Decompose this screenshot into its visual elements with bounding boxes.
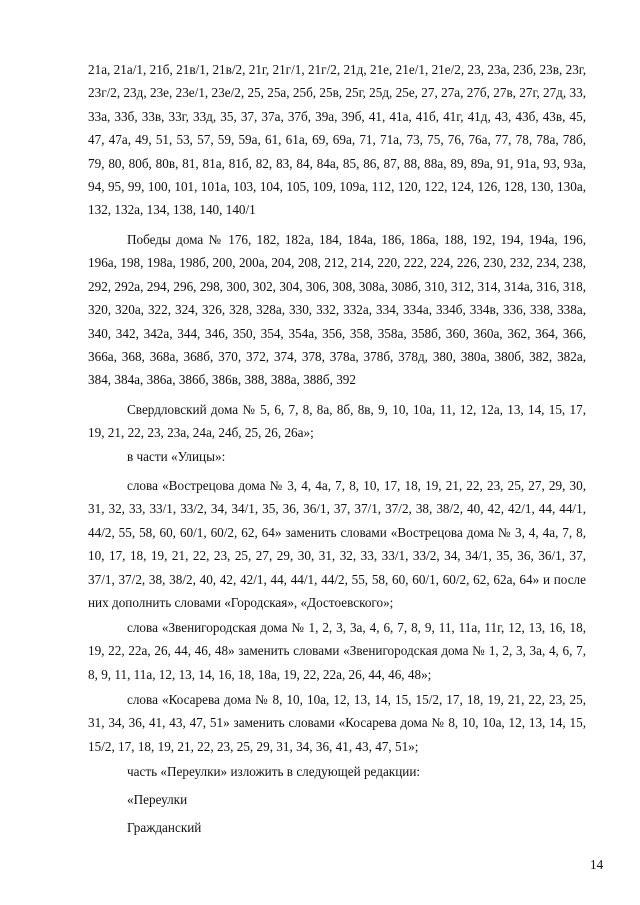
- paragraph-sverdlovsky: Свердловский дома № 5, 6, 7, 8, 8а, 8б, 8в, 9, 10, 10а, 11, 12, 12а, 13, 14, 15, 17, 19, 21, 22, 23, 23а, 24а, 24б, 25, 26, 26а»;: [88, 402, 586, 441]
- paragraph-grazhdansky: Гражданский: [127, 820, 202, 835]
- paragraph-zvenigorodskaya: слова «Звенигородская дома № 1, 2, 3, 3а, 4, 6, 7, 8, 9, 11, 11а, 11г, 12, 13, 16, 18, 19, 22, 22а, 26, 44, 46, 48» заменить словами «Звенигородская дома № 1, 2, 3, 3а, 4, 6, 7, 8, 9, 11, 11а, 12, 13, 14, 16, 18, 18а, 19, 22, 22а, 26, 44, 46, 48»;: [88, 620, 586, 682]
- paragraph-vostretsova: слова «Вострецова дома № 3, 4, 4а, 7, 8, 10, 17, 18, 19, 21, 22, 23, 25, 27, 29, 30, 31, 32, 33, 33/1, 33/2, 34, 34/1, 35, 36, 36/1, 37, 37/1, 37/2, 38, 38/2, 40, 42, 42/1, 44, 44/1, 44/2, 55, 58, 60, 60/1, 60/2, 62, 64» заменить словами «Вострецова дома № 3, 4, 4а, 7, 8, 10, 17, 18, 19, 21, 22, 23, 25, 27, 29, 30, 31, 32, 33, 33/1, 33/2, 34, 34/1, 35, 36, 36/1, 37, 37/1, 37/2, 38, 38/2, 40, 42, 42/1, 44, 44/1, 44/2, 55, 58, 60, 60/1, 60/2, 62, 62а, 64» и после них дополнить словами «Городская», «Достоевского»;: [88, 478, 586, 611]
- paragraph-lanes-part: часть «Переулки» изложить в следующей редакции:: [127, 764, 421, 779]
- paragraph-street-list-continued: 21а, 21а/1, 21б, 21в/1, 21в/2, 21г, 21г/1, 21г/2, 21д, 21е, 21е/1, 21е/2, 23, 23а, 23б, 23в, 23г, 23г/2, 23д, 23е, 23е/1, 23е/2, 25, 25а, 25б, 25в, 25г, 25д, 25е, 27, 27а, 27б, 27в, 27г, 27д, 33, 33а, 33б, 33в, 33г, 33д, 35, 37, 37а, 37б, 39а, 39б, 41, 41а, 41б, 41г, 41д, 43, 43б, 43в, 45, 47, 47а, 49, 51, 53, 57, 59, 59а, 61, 61а, 69, 69а, 71, 71а, 73, 75, 76, 76а, 77, 78, 78а, 78б, 79, 80, 80б, 80в, 81, 81а, 81б, 82, 83, 84, 84а, 85, 86, 87, 88, 88а, 89, 89а, 91, 91а, 93, 93а, 94, 95, 99, 100, 101, 101а, 103, 104, 105, 109, 109а, 112, 120, 122, 124, 126, 128, 130, 130а, 132, 132а, 134, 138, 140, 140/1: [88, 62, 586, 218]
- paragraph-lanes-heading: «Переулки: [127, 792, 188, 807]
- page-number: 14: [590, 857, 604, 872]
- paragraph-pobedy: Победы дома № 176, 182, 182а, 184, 184а, 186, 186а, 188, 192, 194, 194а, 196, 196а, 198, 198а, 198б, 200, 200а, 204, 208, 212, 214, 220, 222, 224, 226, 230, 232, 234, 238, 292, 292а, 294, 296, 298, 300, 302, 304, 306, 308, 308а, 308б, 310, 312, 314, 314а, 316, 318, 320, 320а, 322, 324, 326, 328, 328а, 330, 332, 332а, 334, 334а, 334б, 334в, 336, 338, 338а, 340, 342, 342а, 344, 346, 350, 354, 354а, 356, 358, 358а, 358б, 360, 360а, 362, 364, 366, 366а, 368, 368а, 368б, 370, 372, 374, 378, 378а, 378б, 378д, 380, 380а, 380б, 382, 382а, 384, 384а, 386а, 386б, 386в, 388, 388а, 388б, 392: [88, 232, 586, 388]
- paragraph-streets-part: в части «Улицы»:: [127, 449, 226, 464]
- paragraph-kosareva: слова «Косарева дома № 8, 10, 10а, 12, 13, 14, 15, 15/2, 17, 18, 19, 21, 22, 23, 25, 31, 34, 36, 41, 43, 47, 51» заменить словами «Косарева дома № 8, 10, 10а, 12, 13, 14, 15, 15/2, 17, 18, 19, 21, 22, 23, 25, 29, 31, 34, 36, 41, 43, 47, 51»;: [88, 692, 586, 754]
